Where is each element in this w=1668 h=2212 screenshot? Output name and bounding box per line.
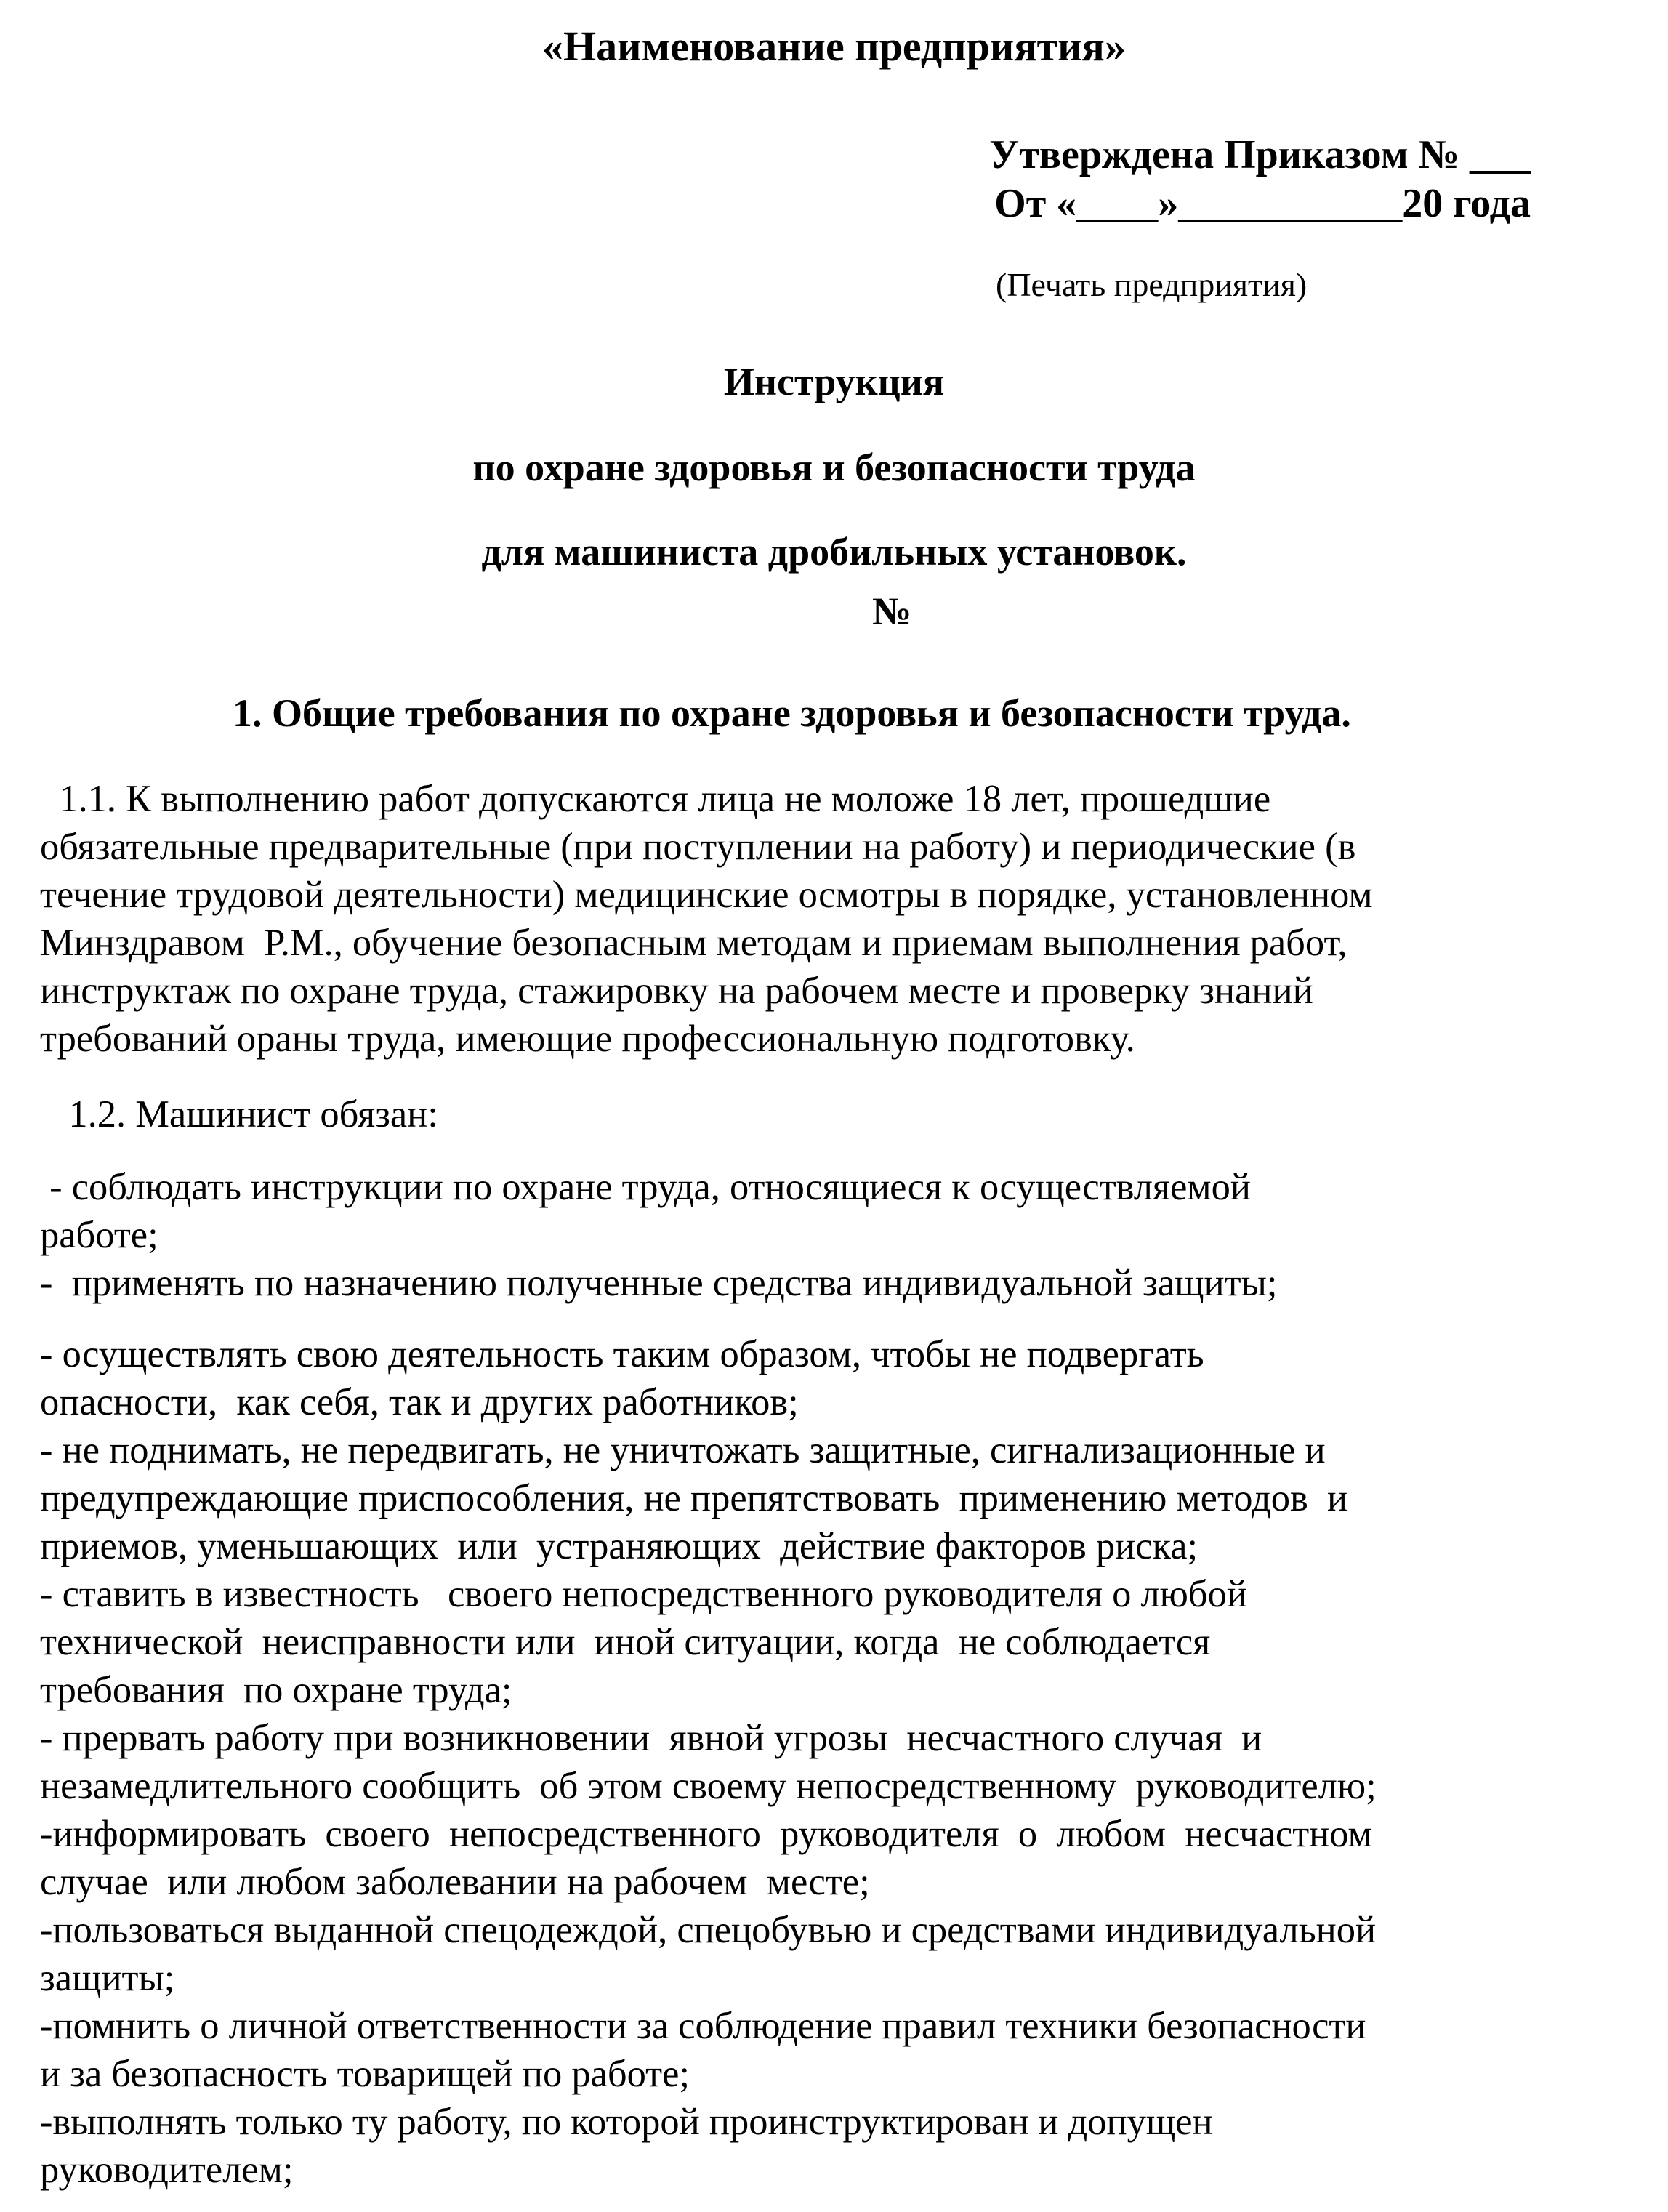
- list-item: опасности, как себя, так и других работников;: [40, 1381, 799, 1423]
- paragraph-line: Минздравом Р.М., обучение безопасным методам и приемам выполнения работ,: [40, 922, 1347, 964]
- list-item: - осуществлять свою деятельность таким образом, чтобы не подвергать: [40, 1333, 1204, 1375]
- seal-note: (Печать предприятия): [996, 266, 1308, 303]
- list-item: -пользоваться выданной спецодеждой, спецобувью и средствами индивидуальной: [40, 1909, 1377, 1951]
- list-item: случае или любом заболевании на рабочем месте;: [40, 1861, 870, 1903]
- document-title: Инструкция: [723, 360, 945, 403]
- document-number: №: [872, 590, 912, 633]
- paragraph-line: инструктаж по охране труда, стажировку на рабочем месте и проверку знаний: [40, 970, 1313, 1012]
- list-item: технической неисправности или иной ситуации, когда не соблюдается: [40, 1621, 1211, 1663]
- list-item: незамедлительного сообщить об этом своему непосредственному руководителю;: [40, 1765, 1377, 1807]
- paragraph-1-2: [40, 1090, 1624, 1138]
- paragraph-line: 1.2. Машинист обязан:: [40, 1093, 438, 1135]
- list-item: -информировать своего непосредственного руководителя о любом несчастном: [40, 1813, 1372, 1855]
- section-heading: 1. Общие требования по охране здоровья и безопасности труда.: [233, 691, 1351, 735]
- list-item: и за безопасность товарищей по работе;: [40, 2053, 690, 2095]
- document-subtitle-profession: для машиниста дробильных установок.: [481, 530, 1187, 574]
- approval-order-line: Утверждена Приказом № ___: [989, 132, 1531, 177]
- list-item: - не поднимать, не передвигать, не уничтожать защитные, сигнализационные и: [40, 1429, 1326, 1471]
- list-item: приемов, уменьшающих или устраняющих действие факторов риска;: [40, 1525, 1198, 1567]
- paragraph-line: течение трудовой деятельности) медицинские осмотры в порядке, установленном: [40, 874, 1373, 916]
- paragraph-line: обязательные предварительные (при поступлении на работу) и периодические (в: [40, 826, 1356, 868]
- approval-date-line: От «____»___________20 года: [994, 181, 1531, 226]
- list-item: -помнить о личной ответственности за соблюдение правил техники безопасности: [40, 2005, 1366, 2047]
- list-item: защиты;: [40, 1957, 175, 1999]
- company-name: «Наименование предприятия»: [542, 23, 1126, 70]
- list-item: - применять по назначению полученные средства индивидуальной защиты;: [40, 1262, 1278, 1304]
- list-item: предупреждающие приспособления, не препятствовать применению методов и: [40, 1477, 1348, 1519]
- list-item: - прервать работу при возникновении явной угрозы несчастного случая и: [40, 1717, 1262, 1759]
- duties-list-b: [40, 1330, 1624, 2194]
- list-item: - ставить в известность своего непосредственного руководителя о любой: [40, 1573, 1247, 1615]
- list-item: требования по охране труда;: [40, 1669, 512, 1711]
- list-item: руководителем;: [40, 2149, 294, 2191]
- duties-list-a: [40, 1163, 1624, 1307]
- paragraph-line: 1.1. К выполнению работ допускаются лица не моложе 18 лет, прошедшие: [40, 778, 1271, 820]
- paragraph-1-1: [40, 775, 1624, 1063]
- list-item: -выполнять только ту работу, по которой проинструктирован и допущен: [40, 2101, 1213, 2143]
- list-item: работе;: [40, 1214, 158, 1256]
- paragraph-line: требований ораны труда, имеющие профессиональную подготовку.: [40, 1018, 1135, 1060]
- document-subtitle: по охране здоровья и безопасности труда: [472, 446, 1196, 489]
- list-item: - соблюдать инструкции по охране труда, относящиеся к осуществляемой: [40, 1166, 1251, 1208]
